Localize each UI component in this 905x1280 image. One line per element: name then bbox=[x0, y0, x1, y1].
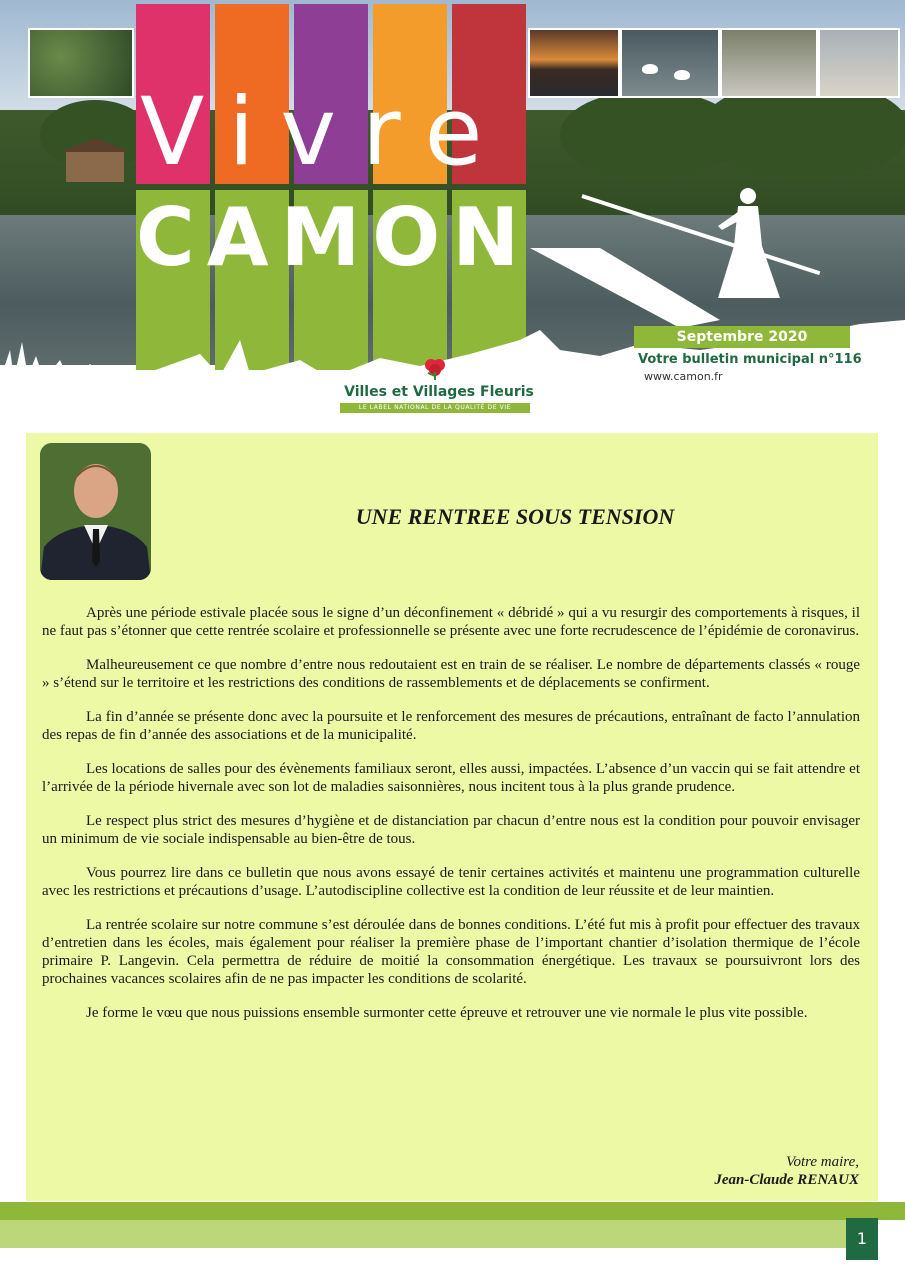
masthead-title-camon: CAMON bbox=[136, 191, 532, 284]
article-paragraph: Le respect plus strict des mesures d’hygiène et de distanciation par chacun d’entre nous est la condition pour pouvoir envisager un minimum de vie sociale indispensable au bien-être de tous. bbox=[42, 813, 860, 847]
article-headline: UNE RENTREE SOUS TENSION bbox=[355, 504, 675, 529]
label-title: Villes et Villages Fleuris bbox=[344, 384, 534, 400]
footer-band bbox=[0, 1220, 846, 1248]
sunset-photo bbox=[528, 28, 620, 98]
bulletin-number: Votre bulletin municipal n°116 bbox=[638, 352, 862, 367]
water-lilies-photo bbox=[28, 28, 134, 98]
page-number: 1 bbox=[846, 1218, 878, 1260]
signoff-text: Votre maire, bbox=[785, 1154, 859, 1170]
boatwoman-silhouette bbox=[700, 186, 790, 306]
mayor-portrait bbox=[40, 443, 151, 580]
flower-icon bbox=[422, 356, 448, 380]
church-photo bbox=[818, 28, 900, 98]
marsh-photo bbox=[720, 28, 818, 98]
article-paragraph: Je forme le vœu que nous puissions ensemble surmonter cette épreuve et retrouver une vie normale le plus vite possible. bbox=[86, 1005, 808, 1021]
label-subtitle: LE LABEL NATIONAL DE LA QUALITÉ DE VIE bbox=[340, 403, 530, 413]
mayor-name: Jean-Claude RENAUX bbox=[714, 1172, 859, 1188]
article-paragraph: Malheureusement ce que nombre d’entre nous redoutaient est en train de se réaliser. Le nombre de départements classés « rouge » s’étend sur le territoire et les restrictions des conditions de rassemblements et de déplacements se confirment. bbox=[42, 657, 860, 691]
riverside-house bbox=[66, 152, 124, 182]
signature-block bbox=[714, 1153, 859, 1189]
issue-date: Septembre 2020 bbox=[634, 326, 850, 348]
website-link[interactable]: www.camon.fr bbox=[644, 370, 723, 383]
swans-photo bbox=[620, 28, 720, 98]
article-paragraph: La fin d’année se présente donc avec la poursuite et le renforcement des mesures de précautions, entraînant de facto l’annulation des repas de fin d’année des associations et de la municipalité. bbox=[42, 709, 860, 743]
masthead-title-vivre: Vivre bbox=[140, 78, 509, 187]
article-paragraph: Après une période estivale placée sous le signe d’un déconfinement « débridé » qui a vu resurgir des comportements à risques, il ne faut pas s’étonner que cette rentrée scolaire et professionnelle se présente avec une forte recrudescence de l’épidémie de coronavirus. bbox=[42, 605, 860, 639]
masthead bbox=[0, 0, 905, 432]
article-body bbox=[42, 604, 860, 1038]
article-paragraph: La rentrée scolaire sur notre commune s’est déroulée dans de bonnes conditions. L’été fut mis à profit pour effectuer des travaux d’entretien dans les écoles, mais également pour réaliser la première phase de l’important chantier d’isolation thermique de l’école primaire P. Langevin. Cela permettra de réduire de moitié la consommation énergétique. Les travaux se poursuivront lors des prochaines vacances scolaires afin de ne pas impacter les conditions de scolarité. bbox=[42, 917, 860, 987]
article-paragraph: Vous pourrez lire dans ce bulletin que nous avons essayé de tenir certaines activités et maintenu une programmation culturelle avec les restrictions et précautions d’usage. L’autodiscipline collective est la condition de leur réussite et de leur maintien. bbox=[42, 865, 860, 899]
footer-bar bbox=[0, 1202, 905, 1220]
article-paragraph: Les locations de salles pour des évènements familiaux seront, elles aussi, impactées. L’absence d’un vaccin qui se fait attendre et l’arrivée de la période hivernale avec son lot de maladies saisonnières, nous incitent tous à la plus grande prudence. bbox=[42, 761, 860, 795]
